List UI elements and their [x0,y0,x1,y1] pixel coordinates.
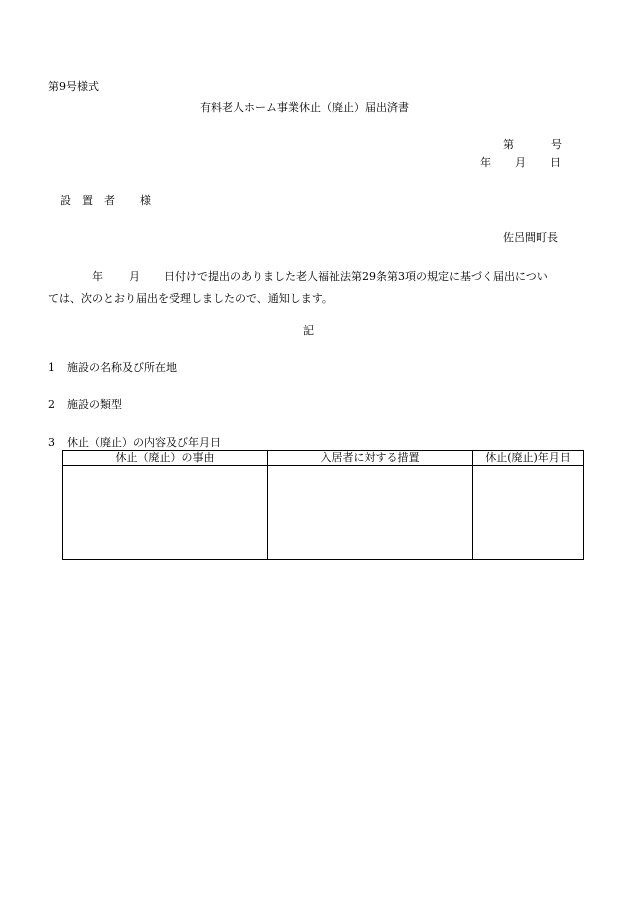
suspension-table [62,450,584,560]
sender-name: 佐呂間町長 [503,231,558,244]
doc-number-go: 号 [551,138,562,151]
item-1-number: 1 [48,361,55,374]
body-line1-rest: 日付けで提出のありました老人福祉法第29条第3項の規定に基づく届出につい [164,270,548,283]
body-line-1 [48,266,570,288]
item-3 [48,436,221,450]
body-year: 年 [92,270,103,283]
ki-heading: 記 [303,324,314,337]
item-2-number: 2 [48,398,55,411]
document-title: 有料老人ホーム事業休止（廃止）届出済書 [200,101,409,114]
item-3-number: 3 [48,436,55,449]
item-2 [48,398,122,412]
item-1-label: 施設の名称及び所在地 [67,361,177,374]
date-day: 日 [550,156,561,169]
addressee-honorific: 様 [140,194,151,207]
table-header-measures: 入居者に対する措置 [268,451,473,466]
addressee-installer: 設 置 者 [60,194,115,207]
item-3-label: 休止（廃止）の内容及び年月日 [67,436,221,449]
body-paragraph [48,266,570,310]
body-month: 月 [129,270,140,283]
table-header-reason: 休止（廃止）の事由 [63,451,268,466]
table-header-date: 休止(廃止)年月日 [473,451,584,466]
form-number: 第9号様式 [48,80,99,93]
table-header-row [63,451,584,466]
date-year: 年 [480,156,491,169]
item-2-label: 施設の類型 [67,398,122,411]
doc-number-dai: 第 [503,138,514,151]
body-line-2: ては、次のとおり届出を受理しましたので、通知します。 [48,292,333,305]
table-cell-measures[interactable] [268,466,473,560]
table-row [63,466,584,560]
table-cell-date[interactable] [473,466,584,560]
date-month: 月 [515,156,526,169]
table-cell-reason[interactable] [63,466,268,560]
item-1 [48,361,177,375]
